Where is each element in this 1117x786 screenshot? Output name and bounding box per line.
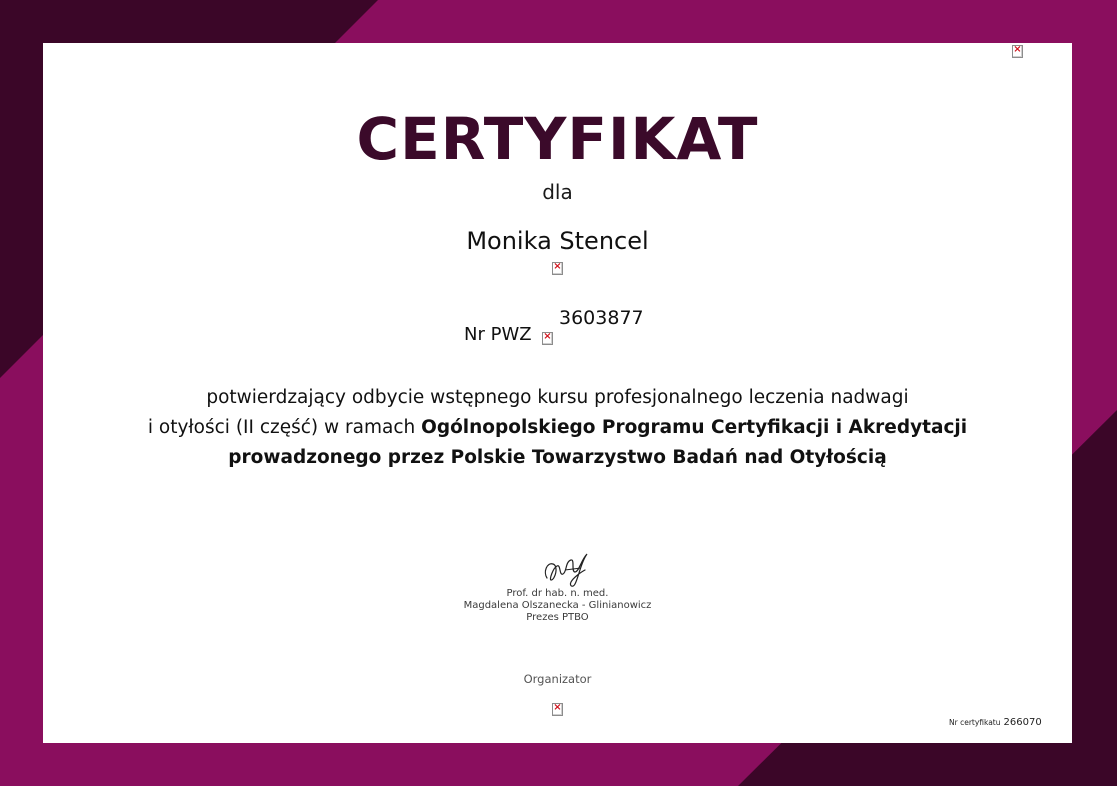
description-line-2-plain: i otyłości (II część) w ramach	[147, 417, 422, 438]
pwz-label: Nr PWZ	[464, 324, 532, 345]
certificate-number	[949, 717, 1042, 728]
pwz-number: 3603877	[559, 307, 644, 329]
certificate-number-label: Nr certyfikatu	[949, 718, 1001, 727]
description-line-2-bold: Ogólnopolskiego Programu Certyfikacji i Akredytacji	[421, 417, 968, 438]
certificate-number-value: 266070	[1003, 717, 1042, 728]
broken-image-icon	[542, 332, 553, 345]
description-line-2	[43, 413, 1072, 443]
signatory-title: Prof. dr hab. n. med.	[506, 588, 609, 599]
organizer-label: Organizator	[523, 672, 592, 686]
description-line-3	[43, 443, 1072, 473]
certificate-description	[43, 383, 1072, 473]
broken-image-icon	[552, 703, 563, 716]
description-line-1: potwierdzający odbycie wstępnego kursu profesjonalnego leczenia nadwagi	[206, 387, 909, 408]
signature-image	[541, 546, 597, 590]
certificate-title: CERTYFIKAT	[356, 105, 759, 173]
for-label: dla	[542, 180, 573, 204]
signatory-role: Prezes PTBO	[526, 612, 589, 623]
signatory-name: Magdalena Olszanecka - Glinianowicz	[463, 600, 652, 611]
broken-image-icon	[1012, 45, 1023, 58]
recipient-name: Monika Stencel	[466, 227, 649, 255]
certificate-card	[43, 43, 1072, 743]
description-line-3-bold: prowadzonego przez Polskie Towarzystwo Badań nad Otyłością	[228, 447, 887, 468]
broken-image-icon	[552, 262, 563, 275]
signatory-block	[43, 588, 1072, 624]
